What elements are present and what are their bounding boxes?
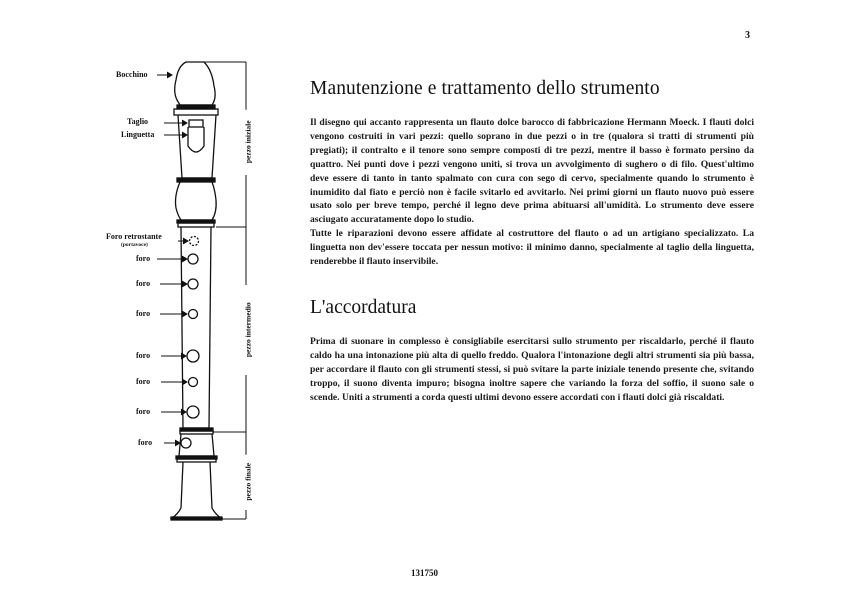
section-title-accordatura: L'accordatura [310, 296, 417, 318]
label-taglio: Taglio [127, 117, 149, 126]
finger-hole [189, 378, 198, 387]
mouthpiece-shape [175, 62, 215, 105]
collar-ring [177, 459, 216, 462]
label-bocchino: Bocchino [116, 70, 148, 79]
label-portavoce: (portavoce) [121, 242, 148, 248]
paragraph-manutenzione-2: Tutte le riparazioni devono essere affidate al costruttore del flauto o ad un artigiano specializzato. La linguetta non dev'essere toccata per nessun motivo: il minimo danno, specialmente al taglio della linguetta, renderebbe il flauto inservibile. [310, 228, 754, 268]
label-foro-1: foro [136, 254, 151, 263]
label-foro-6: foro [136, 407, 151, 416]
label-foro-4: foro [136, 351, 151, 360]
collar-ring [178, 223, 214, 227]
label-foro-retrostante: Foro retrostante [106, 232, 162, 241]
paragraph-manutenzione-1: Il disegno qui accanto rappresenta un flauto dolce barocco di fabbricazione Hermann Moeck. I flauti dolci vengono costruiti in vari pezzi: quello soprano in due pezzi o in tre (qualora si tratti di strumenti più pregiati); il contralto e il tenore sono sempre composti di tre pezzi, mentre il basso è formato persino da quattro. Nei punti dove i pezzi vengono uniti, si trova un avvolgimento di sughero o di filo. Quest'ultimo deve essere di tanto in tanto spalmato con cura con sego di cervo, specialmente quando lo strumento è inumidito dal fiato e perciò non è facile svitarlo ed avvitarlo. Nei primi giorni un flauto nuovo può essere usato solo per breve tempo, perché il legno deve prima abituarsi all'umidità. Lo strumento deve essere asciugato accuratamente dopo lo studio. [310, 117, 754, 226]
head-bulb [176, 182, 217, 220]
label-foro-7: foro [138, 438, 153, 447]
label-linguetta: Linguetta [121, 130, 155, 139]
label-foro-5: foro [136, 377, 151, 386]
paragraph-accordatura-1: Prima di suonare in complesso è consigliabile esercitarsi sullo strumento per riscaldarlo, perché il flauto caldo ha una intonazione più alta di quello freddo. Qualora l'intonazione degli altri strumenti sia più bassa, per accordare il flauto con gli strumenti stessi, si può svitare la parte iniziale tenendo presente che, svitando troppo, il suono diventa impuro; bisogna inoltre sapere che variando la forza del soffio, il suono sale o scende. Uniti a strumenti a corda questi ultimi devono essere accordati con i flauti dolci già riscaldati. [310, 335, 754, 403]
label-foro-3: foro [136, 309, 151, 318]
finger-hole [187, 406, 199, 418]
label-foro-2: foro [136, 279, 151, 288]
section-title-manutenzione: Manutenzione e trattamento dello strumento [310, 78, 660, 99]
finger-hole [188, 279, 198, 289]
foot-bell [172, 462, 221, 518]
page-number: 3 [745, 30, 750, 41]
finger-hole [188, 254, 198, 264]
collar-ring [177, 178, 215, 182]
collar-ring [174, 109, 218, 115]
main-content [310, 78, 754, 405]
window-shape [189, 120, 203, 127]
collar-ring [180, 431, 213, 434]
label-pezzo-iniziale: pezzo iniziale [244, 110, 252, 174]
finger-hole [187, 350, 199, 362]
labium-shape [188, 127, 204, 152]
recorder-diagram [0, 0, 290, 595]
label-pezzo-intermedio: pezzo intermedio [244, 288, 252, 372]
middle-body [181, 227, 211, 428]
finger-hole [181, 438, 191, 448]
label-pezzo-finale: pezzo finale [244, 455, 252, 509]
finger-hole [189, 310, 198, 319]
foot-base [171, 517, 222, 520]
footer-code: 131750 [411, 568, 438, 578]
back-hole [190, 237, 199, 246]
foot-upper [179, 434, 214, 456]
